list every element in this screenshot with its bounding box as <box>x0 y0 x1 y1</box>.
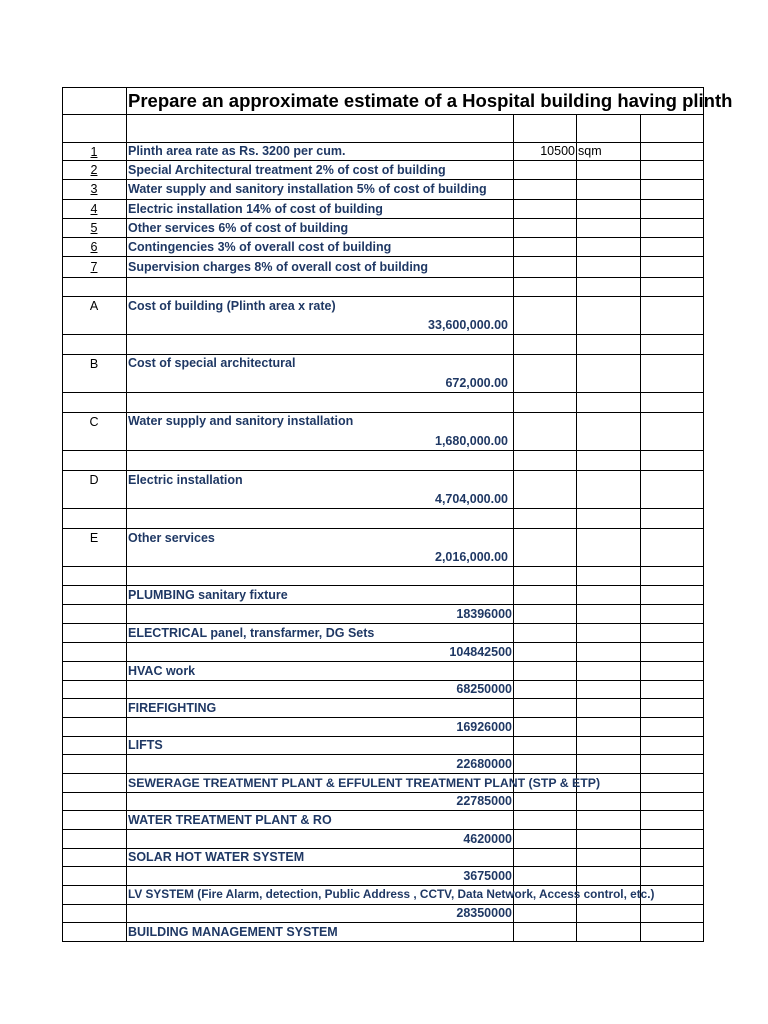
grid-line <box>62 334 704 335</box>
grid-line <box>62 114 704 115</box>
service-amount: 16926000 <box>456 720 512 734</box>
grid-line <box>62 661 704 662</box>
grid-line <box>62 392 704 393</box>
cost-label: Cost of special architectural <box>128 356 296 370</box>
service-label: LV SYSTEM (Fire Alarm, detection, Public Address , CCTV, Data Network, Access control, etc.) <box>128 887 655 901</box>
service-label: SOLAR HOT WATER SYSTEM <box>128 850 305 864</box>
grid-line <box>62 470 704 471</box>
item-number: 6 <box>90 240 98 254</box>
service-amount: 28350000 <box>456 906 512 920</box>
grid-line <box>62 585 704 586</box>
item-number: 4 <box>90 202 98 216</box>
item-text: Special Architectural treatment 2% of cost of building <box>128 163 446 177</box>
grid-line <box>62 508 704 509</box>
grid-line <box>62 237 704 238</box>
grid-line <box>62 528 704 529</box>
cost-label: Cost of building (Plinth area x rate) <box>128 299 336 313</box>
grid-line <box>62 866 704 867</box>
grid-line <box>62 566 704 567</box>
item-number: 3 <box>90 182 98 196</box>
cost-amount: 4,704,000.00 <box>435 492 508 506</box>
grid-line <box>62 450 704 451</box>
grid-line <box>62 256 704 257</box>
grid-line <box>62 199 704 200</box>
service-label: ELECTRICAL panel, transfarmer, DG Sets <box>128 626 375 640</box>
cost-letter: B <box>89 357 99 371</box>
grid-line <box>62 941 704 942</box>
grid-line <box>62 604 704 605</box>
cost-label: Electric installation <box>128 473 243 487</box>
service-label: BUILDING MANAGEMENT SYSTEM <box>128 925 338 939</box>
grid-line <box>62 698 704 699</box>
page-title: Prepare an approximate estimate of a Hospital building having plinth <box>128 90 733 111</box>
cost-amount: 1,680,000.00 <box>435 434 508 448</box>
item-text: Plinth area rate as Rs. 3200 per cum. <box>128 144 346 158</box>
service-label: PLUMBING sanitary fixture <box>128 588 288 602</box>
service-amount: 22680000 <box>456 757 512 771</box>
grid-line <box>62 754 704 755</box>
cost-label: Water supply and sanitory installation <box>128 414 354 428</box>
service-label: LIFTS <box>128 738 163 752</box>
grid-line <box>703 87 704 942</box>
grid-line <box>62 218 704 219</box>
service-label: FIREFIGHTING <box>128 701 217 715</box>
grid-line <box>126 87 127 942</box>
service-amount: 4620000 <box>463 832 512 846</box>
cost-letter: E <box>89 531 99 545</box>
cost-amount: 33,600,000.00 <box>428 318 508 332</box>
grid-line <box>62 829 704 830</box>
grid-line <box>62 773 704 774</box>
service-amount: 3675000 <box>463 869 512 883</box>
grid-line <box>62 922 704 923</box>
area-unit: sqm <box>578 144 602 158</box>
item-text: Supervision charges 8% of overall cost of building <box>128 260 429 274</box>
item-number: 2 <box>90 163 98 177</box>
cost-letter: C <box>89 415 99 429</box>
service-amount: 104842500 <box>449 645 512 659</box>
item-text: Water supply and sanitory installation 5% of cost of building <box>128 182 487 196</box>
cost-amount: 2,016,000.00 <box>435 550 508 564</box>
area-value: 10500 <box>540 144 575 158</box>
service-label: WATER TREATMENT PLANT & RO <box>128 813 332 827</box>
item-number: 7 <box>90 260 98 274</box>
item-number: 5 <box>90 221 98 235</box>
item-number: 1 <box>90 145 98 159</box>
grid-line <box>62 623 704 624</box>
service-amount: 22785000 <box>456 794 512 808</box>
grid-line <box>62 160 704 161</box>
item-text: Contingencies 3% of overall cost of building <box>128 240 392 254</box>
service-amount: 18396000 <box>456 607 512 621</box>
item-text: Other services 6% of cost of building <box>128 221 349 235</box>
item-text: Electric installation 14% of cost of building <box>128 202 383 216</box>
cost-letter: D <box>89 473 99 487</box>
grid-line <box>62 642 704 643</box>
service-label: SEWERAGE TREATMENT PLANT & EFFULENT TREATMENT PLANT (STP & ETP) <box>128 776 601 790</box>
service-amount: 68250000 <box>456 682 512 696</box>
grid-line <box>62 810 704 811</box>
grid-line <box>62 277 704 278</box>
service-label: HVAC work <box>128 664 196 678</box>
cost-letter: A <box>89 299 99 313</box>
grid-line <box>62 296 704 297</box>
grid-line <box>62 179 704 180</box>
cost-label: Other services <box>128 531 215 545</box>
grid-line <box>62 717 704 718</box>
cost-amount: 672,000.00 <box>445 376 508 390</box>
